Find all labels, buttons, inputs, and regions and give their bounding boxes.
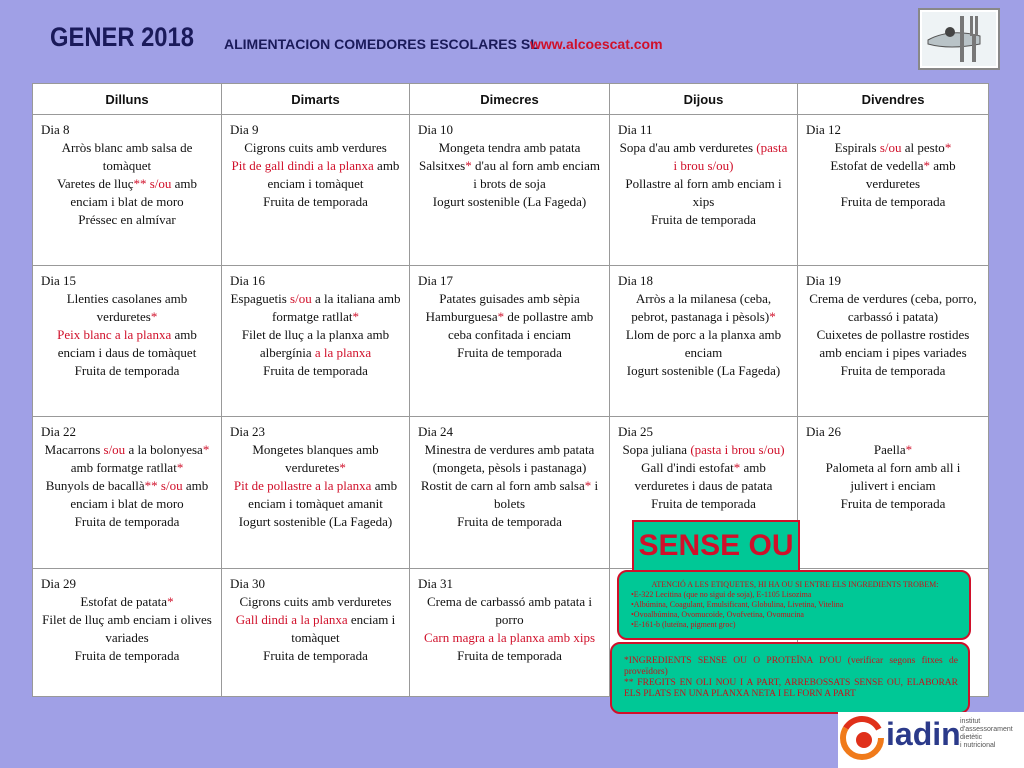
dish-text: Espaguetis [230, 291, 291, 307]
day-cell [798, 266, 989, 417]
dish-line [418, 513, 601, 531]
dish-line [230, 362, 401, 380]
dish-text: Cigrons cuits amb verduretes [239, 593, 392, 609]
dish-highlight: * [944, 140, 952, 155]
weekday-header: Dimarts [222, 84, 410, 115]
dish-line [230, 193, 401, 211]
day-label: Dia 23 [230, 424, 266, 440]
day-cell [610, 266, 798, 417]
day-cell [222, 417, 410, 568]
dish-text: amb verduretes [865, 158, 956, 191]
dish-text: Fruita de temporada [74, 647, 180, 663]
dish-text: Bunyols de bacallà [45, 478, 145, 494]
dish-text: enciam i tomàquet [291, 611, 396, 645]
dish-line [418, 629, 601, 647]
dish-highlight: s/ou [290, 291, 312, 307]
dish-line [418, 139, 601, 157]
dish-line [618, 175, 789, 211]
dish-highlight: * [167, 593, 174, 609]
dish-highlight: * [176, 460, 184, 476]
dish-text: amb formatge ratllat [70, 460, 177, 476]
weekday-header: Dimecres [410, 84, 610, 115]
day-cell [33, 115, 222, 266]
dish-text: Rostit de carn al forn amb salsa [420, 478, 585, 494]
dish-highlight: a la planxa [314, 345, 372, 361]
sense-ou-badge: SENSE OU [632, 520, 800, 572]
dish-line [418, 290, 601, 308]
dish-highlight: * [905, 442, 913, 458]
dish-text: Cuixetes de pollastre rostides amb enciam i pipes variades [816, 327, 970, 361]
dish-text: Arròs a la milanesa (ceba, pebrot, pastanaga i pèsols) [631, 291, 772, 325]
weekday-header: Dilluns [33, 84, 222, 115]
dish-text: Iogurt sostenible (La Fageda) [238, 514, 393, 530]
dish-line [41, 326, 213, 362]
dish-line [418, 441, 601, 477]
dish-text: amb enciam i blat de moro [70, 176, 198, 209]
dish-line [41, 611, 213, 647]
day-label: Dia 18 [618, 273, 654, 289]
day-label: Dia 29 [41, 575, 77, 591]
dish-line [41, 593, 213, 611]
day-label: Dia 19 [806, 273, 842, 289]
dish-text: Fruita de temporada [840, 194, 946, 209]
dish-text: Estofat de vedella [830, 158, 924, 173]
dish-line [418, 344, 601, 362]
menu-title: GENER 2018 [50, 22, 194, 52]
dish-text: amb enciam i tomàquet [267, 158, 400, 191]
notice-line: •Albúmina, Coagulant, Emulsificant, Globulina, Livetina, Vitelina [631, 600, 844, 609]
dish-text: Iogurt sostenible (La Fageda) [626, 363, 781, 379]
day-label: Dia 22 [41, 424, 77, 440]
week-row [33, 115, 989, 266]
day-label: Dia 25 [618, 424, 654, 440]
dish-highlight: ** s/ou [133, 176, 172, 191]
dish-line [230, 611, 401, 647]
dish-highlight: * [769, 309, 776, 325]
dish-line [618, 441, 789, 459]
day-cell [222, 115, 410, 266]
dish-line [418, 193, 601, 211]
day-label: Dia 24 [418, 424, 454, 440]
dish-line [806, 193, 980, 211]
iadin-emblem-icon [840, 716, 884, 760]
day-cell [410, 266, 610, 417]
day-cell [798, 417, 989, 568]
dish-text: Espirals [834, 140, 880, 155]
dish-text: Crema de carbassó amb patata i porro [427, 593, 592, 627]
dish-highlight: * [923, 158, 930, 173]
dish-line [618, 139, 789, 175]
week-row [33, 417, 989, 568]
day-cell [410, 417, 610, 568]
dish-line [806, 326, 980, 362]
day-cell [33, 568, 222, 696]
dish-text: al pesto [901, 140, 945, 155]
dish-line [806, 441, 980, 459]
notice-line: •E-161-b (luteïna, pigment groc) [631, 620, 736, 629]
dish-highlight: Peix blanc a la planxa [57, 327, 172, 343]
day-cell [410, 568, 610, 696]
dish-line [806, 362, 980, 380]
dish-line [618, 495, 789, 513]
dish-text: amb enciam i blat de moro [70, 478, 209, 512]
dish-line [618, 459, 789, 495]
day-cell [33, 417, 222, 568]
dish-text: Palometa al forn amb all i julivert i enciam [825, 460, 961, 494]
dish-text: amb enciam i daus de tomàquet [57, 327, 197, 361]
dish-text: a la italiana amb formatge ratllat [272, 291, 401, 325]
dish-line [41, 211, 213, 229]
dish-line [41, 647, 213, 665]
notice-line: ATENCIÓ A LES ETIQUETES, HI HA OU SI ENTRE ELS INGREDIENTS TROBEM: [651, 580, 939, 589]
day-cell [222, 266, 410, 417]
dish-highlight: (pasta i brou s/ou) [673, 140, 788, 173]
dish-highlight: Gall dindi a la planxa [235, 611, 348, 627]
dish-text: a la bolonyesa [125, 442, 203, 458]
dish-line [41, 477, 213, 513]
dish-text: Fruita de temporada [263, 363, 368, 379]
dish-line [806, 157, 980, 193]
dish-line [618, 211, 789, 229]
weekday-header-row [33, 84, 989, 115]
legend-line: *INGREDIENTS SENSE OU O PROTEÏNA D'OU (verificar segons fitxes de proveïdors) [624, 656, 958, 677]
dish-line [230, 326, 401, 362]
day-label: Dia 30 [230, 575, 266, 591]
dish-line [41, 441, 213, 477]
dish-text: Fruita de temporada [74, 363, 180, 379]
dish-line [230, 139, 401, 157]
dish-text: amb verduretes i daus de patata [634, 460, 773, 494]
dish-line [618, 326, 789, 362]
dish-line [806, 290, 980, 326]
dish-text: Préssec en almívar [78, 212, 176, 227]
company-name: ALIMENTACION COMEDORES ESCOLARES SL [224, 36, 539, 52]
dish-highlight: * [352, 309, 359, 325]
dish-highlight: * [497, 309, 505, 325]
day-label: Dia 15 [41, 273, 77, 289]
dish-text: de pollastre amb ceba confitada i enciam [447, 309, 594, 343]
dish-text: Cigrons cuits amb verdures [244, 140, 387, 155]
dish-line [230, 477, 401, 513]
dish-line [418, 647, 601, 665]
dish-line [418, 593, 601, 629]
dish-text: Fruita de temporada [263, 647, 368, 663]
dish-text: Hamburguesa [425, 309, 498, 325]
dish-text: Fruita de temporada [457, 647, 562, 663]
dish-text: Arròs blanc amb salsa de tomàquet [61, 140, 193, 173]
day-cell [222, 568, 410, 696]
week-row [33, 266, 989, 417]
dish-highlight: s/ou [103, 442, 126, 458]
dish-line [230, 441, 401, 477]
dish-text: Fruita de temporada [651, 496, 756, 512]
dish-highlight: Pit de gall dindi a la planxa [231, 158, 374, 173]
dish-line [418, 477, 601, 513]
dish-line [230, 513, 401, 531]
dish-text: Llom de porc a la planxa amb enciam [625, 327, 782, 361]
dish-highlight: * [733, 460, 741, 476]
dish-text: Fruita de temporada [263, 194, 368, 209]
dish-highlight: * [150, 309, 158, 325]
dish-text: Fruita de temporada [840, 496, 946, 512]
dish-line [418, 157, 601, 193]
dish-text: i bolets [493, 478, 599, 512]
dish-line [41, 362, 213, 380]
dish-highlight: * [202, 442, 210, 458]
dish-text: Sopa juliana [622, 442, 691, 458]
notice-line: •E-322 Lecitina (que no sigui de soja), E-1105 Lisozima [631, 590, 812, 599]
dish-line [806, 495, 980, 513]
dish-line [230, 157, 401, 193]
company-website[interactable]: www.alcoescat.com [530, 36, 663, 52]
day-label: Dia 9 [230, 122, 259, 137]
dish-highlight: * [339, 460, 346, 476]
dish-text: d'au al forn amb enciam i brots de soja [471, 158, 601, 191]
dish-text: Paella [873, 442, 906, 458]
cutlery-logo [918, 8, 1000, 70]
dish-line [230, 290, 401, 326]
iadin-sub-line: institut [960, 718, 981, 725]
dish-text: Gall d'indi estofat [641, 460, 734, 476]
dish-highlight: ** s/ou [144, 478, 183, 494]
dish-text: Fruita de temporada [457, 514, 562, 530]
legend-line: ** FREGITS EN OLI NOU I A PART, ARREBOSSATS SENSE OU, ELABORAR ELS PLATS EN UNA PLANXA NETA I EL FORN A PART [624, 678, 958, 699]
day-cell [33, 266, 222, 417]
dish-line [806, 139, 980, 157]
dish-line [41, 139, 213, 175]
iadin-wordmark: iadin [886, 716, 961, 752]
weekday-header: Dijous [610, 84, 798, 115]
dish-text: Patates guisades amb sèpia [439, 291, 580, 307]
dish-text: Fruita de temporada [457, 345, 562, 361]
dish-line [230, 647, 401, 665]
dish-text: Crema de verdures (ceba, porro, carbassó i patata) [809, 291, 977, 325]
notice-line: •Ovoalbúmina, Ovomucoide, Ovofvetina, Ovomucina [631, 610, 804, 619]
dish-line [618, 362, 789, 380]
day-label: Dia 17 [418, 273, 454, 289]
dish-highlight: * [465, 158, 472, 173]
day-label: Dia 11 [618, 122, 653, 137]
dish-text: Mongetes blanques amb verduretes [252, 442, 379, 476]
legend-notice [610, 642, 970, 714]
day-label: Dia 8 [41, 122, 70, 137]
dish-text: Macarrons [44, 442, 104, 458]
dish-line [41, 175, 213, 211]
dish-line [806, 459, 980, 495]
dish-text: Llenties casolanes amb verduretes [66, 291, 188, 325]
dish-text: Minestra de verdures amb patata (mongeta, pèsols i pastanaga) [424, 442, 595, 476]
dish-highlight: Pit de pollastre a la planxa [233, 478, 372, 494]
day-label: Dia 12 [806, 122, 842, 137]
day-label: Dia 16 [230, 273, 266, 289]
dish-text: Mongeta tendra amb patata [438, 140, 581, 155]
weekday-header: Divendres [798, 84, 989, 115]
dish-highlight: s/ou [879, 140, 902, 155]
iadin-sub-line: d'assessorament [960, 726, 1013, 733]
dish-line [618, 290, 789, 326]
dish-highlight: * [584, 478, 592, 494]
dish-text: amb enciam i tomàquet amanit [248, 478, 398, 512]
dish-text: Sopa d'au amb verduretes [619, 140, 757, 155]
dish-text: Fruita de temporada [840, 363, 946, 379]
day-cell [610, 115, 798, 266]
dish-line [41, 513, 213, 531]
dish-line [230, 593, 401, 611]
day-cell [410, 115, 610, 266]
dish-line [41, 290, 213, 326]
dish-highlight: (pasta i brou s/ou) [690, 442, 785, 458]
day-label: Dia 26 [806, 424, 842, 440]
dish-text: Estofat de patata [80, 593, 168, 609]
dish-text: Salsitxes [418, 158, 466, 173]
dish-text: Pollastre al forn amb enciam i xips [625, 176, 782, 209]
dish-text: Filet de lluç amb enciam i olives variades [42, 611, 212, 645]
dish-highlight: Carn magra a la planxa amb xips [423, 629, 596, 645]
iadin-logo [838, 712, 1024, 768]
day-label: Dia 31 [418, 575, 454, 591]
allergen-notice [617, 570, 971, 640]
dish-text: Iogurt sostenible (La Fageda) [432, 194, 587, 209]
day-label: Dia 10 [418, 122, 454, 137]
iadin-subtitle [960, 718, 1020, 750]
iadin-sub-line: dietètic [960, 734, 983, 741]
dish-text: Fruita de temporada [74, 514, 180, 530]
dish-line [418, 308, 601, 344]
iadin-sub-line: i nutricional [960, 742, 996, 749]
dish-text: Filet de lluç a la planxa amb albergínia [241, 327, 390, 361]
day-cell [798, 115, 989, 266]
dish-text: Varetes de lluç [56, 176, 134, 191]
dish-text: Fruita de temporada [651, 212, 756, 227]
